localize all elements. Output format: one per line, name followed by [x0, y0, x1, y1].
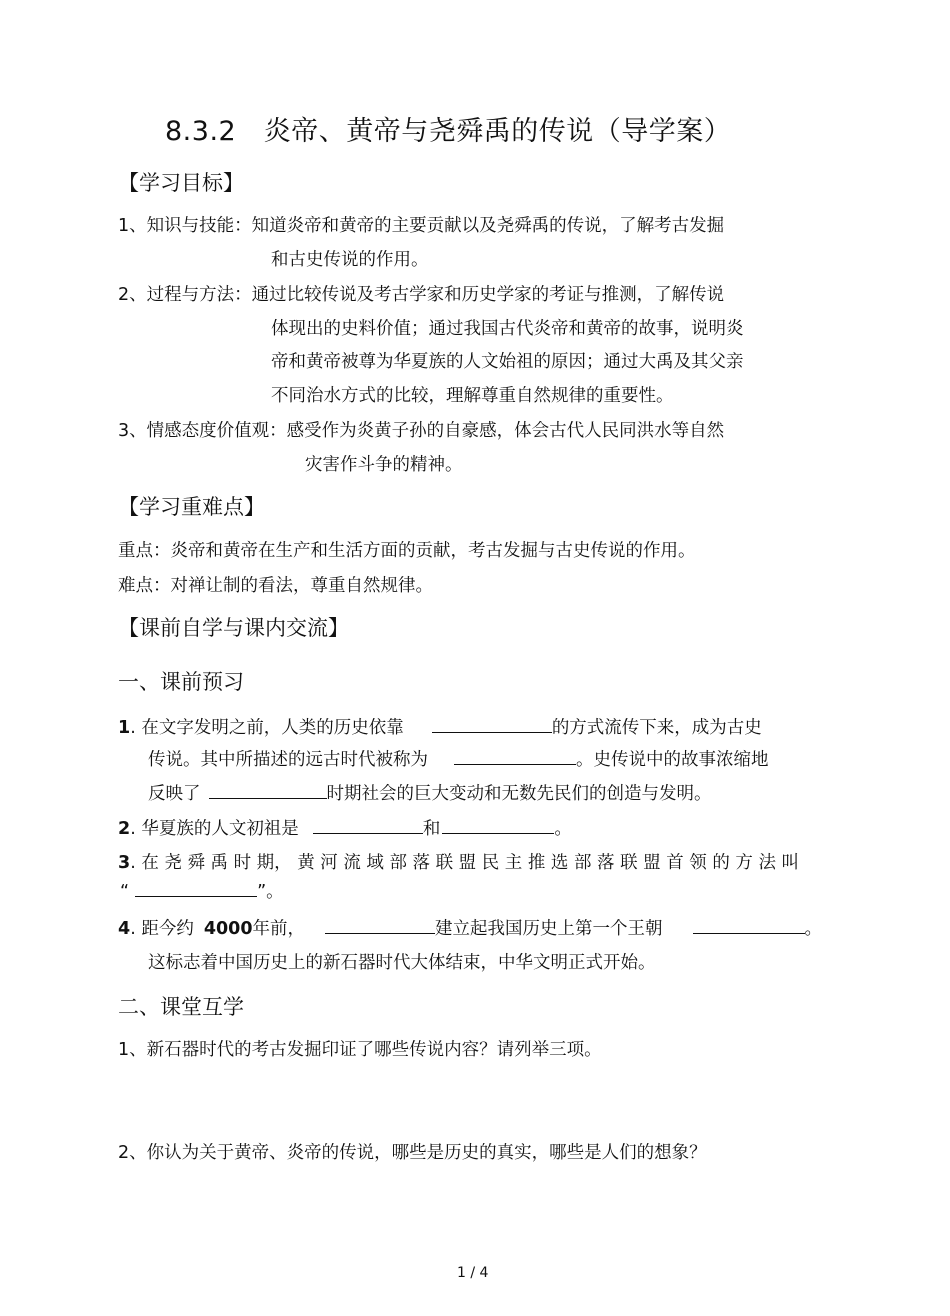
question-1-blank-2[interactable]: [454, 746, 576, 765]
page-title: 8.3.2 炎帝、黄帝与尧舜禹的传说（导学案）: [165, 116, 732, 147]
objective-2-line-3: 帝和黄帝被尊为华夏族的人文始祖的原因；通过大禹及其父亲: [271, 352, 744, 372]
question-1-number: 1: [118, 718, 131, 738]
question-1-blank-3[interactable]: [209, 780, 327, 799]
question-1-line-1: 1. 在文字发明之前，人类的历史依靠 的方式流传下来，成为古史: [118, 714, 762, 739]
objective-3-line-2: 灾害作斗争的精神。: [305, 455, 463, 475]
question-2-blank-2[interactable]: [442, 815, 554, 834]
question-4-blank-2[interactable]: [693, 915, 805, 934]
class-interaction-heading: 二、课堂互学: [118, 995, 244, 1019]
objective-1-line-1: 1、知识与技能：知道炎帝和黄帝的主要贡献以及尧舜禹的传说，了解考古发掘: [118, 216, 725, 236]
objective-2-line-4: 不同治水方式的比较，理解尊重自然规律的重要性。: [271, 386, 674, 406]
question-4-year: 4000: [203, 919, 253, 939]
objective-1-line-2: 和古史传说的作用。: [271, 250, 429, 270]
page-number: 1 / 4: [457, 1265, 489, 1281]
question-3-line-2: “ ”。: [120, 878, 284, 903]
question-3-blank[interactable]: [135, 878, 257, 897]
objective-2-line-1: 2、过程与方法：通过比较传说及考古学家和历史学家的考证与推测，了解传说: [118, 285, 725, 305]
question-1-blank-1[interactable]: [432, 714, 552, 733]
question-3-line-1: 3. 在 尧 舜 禹 时 期， 黄 河 流 域 部 落 联 盟 民 主 推 选 部 落 联 盟 首 领 的 方 法 叫: [118, 853, 800, 873]
question-4-blank-1[interactable]: [325, 915, 435, 934]
question-3-number: 3: [118, 853, 131, 873]
key-point: 重点：炎帝和黄帝在生产和生活方面的贡献，考古发掘与古史传说的作用。: [118, 541, 696, 561]
objective-3-line-1: 3、情感态度价值观：感受作为炎黄子孙的自豪感，体会古代人民同洪水等自然: [118, 421, 725, 441]
class-question-1: 1、新石器时代的考古发掘印证了哪些传说内容？请列举三项。: [118, 1040, 602, 1060]
selfstudy-heading: 【课前自学与课内交流】: [118, 616, 349, 640]
question-1-line-3: 反映了 时期社会的巨大变动和无数先民们的创造与发明。: [148, 780, 712, 805]
difficult-point: 难点：对禅让制的看法，尊重自然规律。: [118, 576, 433, 596]
question-2: 2. 华夏族的人文初祖是 和 。: [118, 815, 572, 840]
objective-2-line-2: 体现出的史料价值；通过我国古代炎帝和黄帝的故事，说明炎: [271, 319, 744, 339]
question-2-blank-1[interactable]: [313, 815, 423, 834]
question-2-number: 2: [118, 819, 131, 839]
keypoints-heading: 【学习重难点】: [118, 495, 265, 519]
question-4-line-1: 4. 距今约 4000年前， 建立起我国历史上第一个王朝 。: [118, 915, 822, 940]
objectives-heading: 【学习目标】: [118, 171, 244, 195]
question-1-line-2: 传说。其中所描述的远古时代被称为 。史传说中的故事浓缩地: [148, 746, 769, 771]
preview-heading: 一、课前预习: [118, 670, 244, 694]
class-question-2: 2、你认为关于黄帝、炎帝的传说，哪些是历史的真实，哪些是人们的想象？: [118, 1143, 707, 1163]
question-4-number: 4: [118, 919, 131, 939]
question-4-line-2: 这标志着中国历史上的新石器时代大体结束，中华文明正式开始。: [148, 953, 656, 973]
